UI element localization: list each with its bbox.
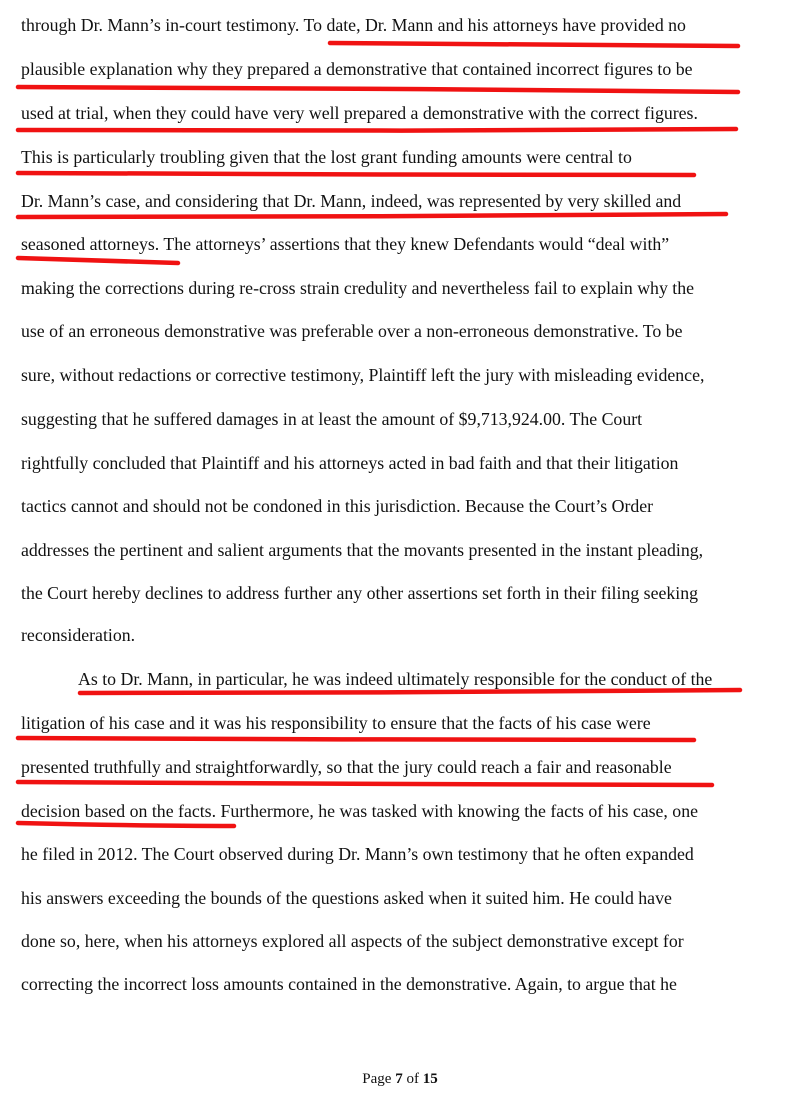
red-underline-2: [18, 87, 738, 92]
red-underline-4: [18, 173, 694, 175]
of-label: of: [406, 1071, 419, 1087]
red-underline-9: [18, 782, 712, 785]
body-line-8: use of an erroneous demonstrative was preferable over a non-erroneous demonstrative. To be: [21, 321, 683, 341]
body-line-2: plausible explanation why they prepared a demonstrative that contained incorrect figures to be: [21, 59, 693, 79]
red-underline-10: [18, 823, 234, 826]
page-number: 7: [395, 1071, 403, 1087]
body-line-14: the Court hereby declines to address further any other assertions set forth in their filing seeking: [21, 583, 698, 603]
body-line-1: through Dr. Mann’s in-court testimony. To date, Dr. Mann and his attorneys have provided no: [21, 15, 686, 35]
body-line-11: rightfully concluded that Plaintiff and his attorneys acted in bad faith and that their litigation: [21, 453, 679, 473]
body-line-16: As to Dr. Mann, in particular, he was indeed ultimately responsible for the conduct of the: [78, 669, 713, 689]
body-line-20: he filed in 2012. The Court observed during Dr. Mann’s own testimony that he often expanded: [21, 844, 694, 864]
body-line-12: tactics cannot and should not be condoned in this jurisdiction. Because the Court’s Order: [21, 496, 654, 516]
page-label: Page: [362, 1071, 392, 1087]
body-line-5: Dr. Mann’s case, and considering that Dr. Mann, indeed, was represented by very skilled and: [21, 191, 682, 211]
body-line-13: addresses the pertinent and salient arguments that the movants presented in the instant pleading,: [21, 540, 704, 560]
red-underline-3: [18, 129, 736, 131]
red-underline-8: [18, 738, 694, 740]
body-line-19: decision based on the facts. Furthermore, he was tasked with knowing the facts of his case, one: [21, 801, 698, 821]
body-line-21: his answers exceeding the bounds of the questions asked when it suited him. He could have: [21, 888, 672, 908]
red-underline-6: [18, 258, 178, 263]
body-line-17: litigation of his case and it was his responsibility to ensure that the facts of his case were: [21, 713, 651, 733]
page-footer: [0, 1071, 800, 1088]
body-line-7: making the corrections during re-cross strain credulity and nevertheless fail to explain why the: [21, 278, 695, 298]
body-line-9: sure, without redactions or corrective testimony, Plaintiff left the jury with misleading evidence,: [21, 365, 705, 385]
body-line-22: done so, here, when his attorneys explored all aspects of the subject demonstrative except for: [21, 931, 684, 951]
body-line-6: seasoned attorneys. The attorneys’ assertions that they knew Defendants would “deal with”: [21, 234, 670, 254]
body-line-10: suggesting that he suffered damages in at least the amount of $9,713,924.00. The Court: [21, 409, 643, 429]
body-line-15: reconsideration.: [21, 625, 136, 645]
body-line-18: presented truthfully and straightforwardly, so that the jury could reach a fair and reasonable: [21, 757, 672, 777]
body-line-3: used at trial, when they could have very well prepared a demonstrative with the correct figures.: [21, 103, 698, 123]
red-underline-1: [330, 43, 738, 46]
page-total: 15: [422, 1071, 438, 1087]
red-underline-7: [80, 690, 740, 693]
body-line-23: correcting the incorrect loss amounts contained in the demonstrative. Again, to argue that he: [21, 974, 677, 994]
body-line-4: This is particularly troubling given that the lost grant funding amounts were central to: [21, 147, 632, 167]
red-underline-5: [18, 214, 726, 217]
